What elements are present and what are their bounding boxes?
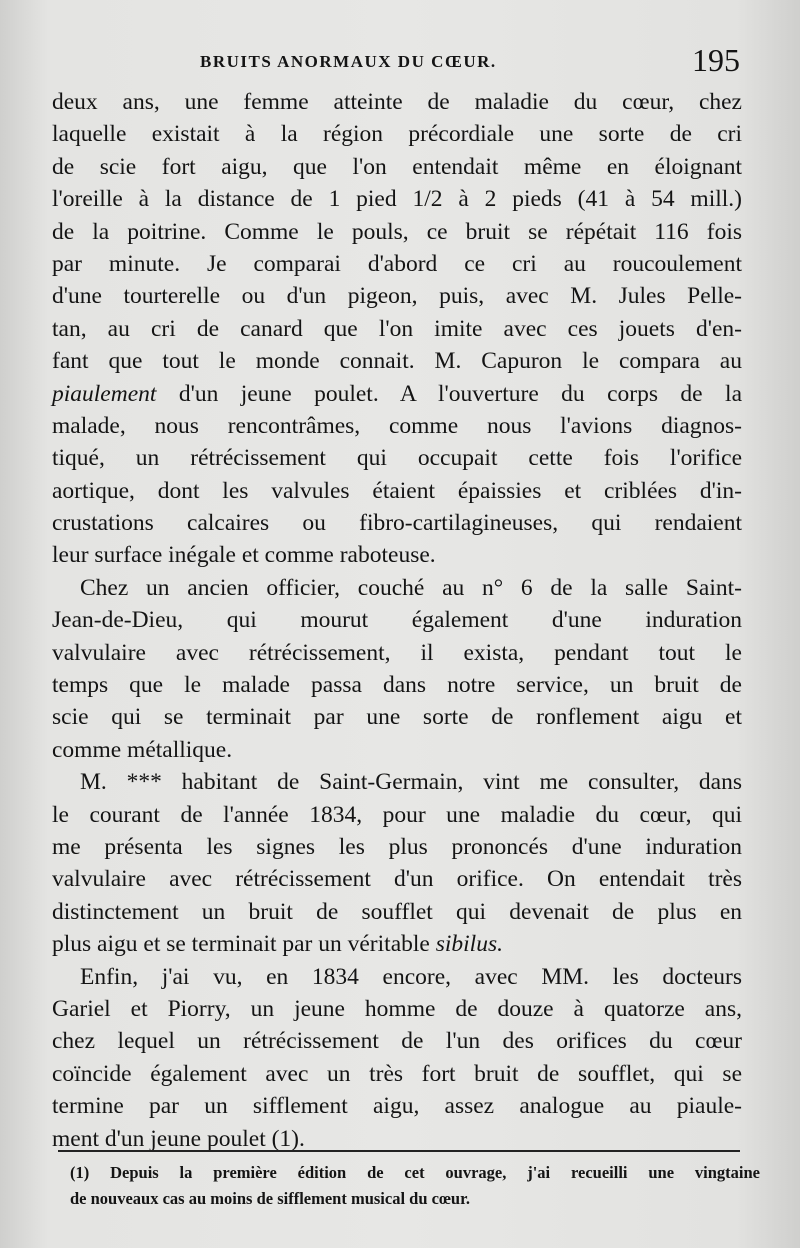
text-line: aortique, dont les valvules étaient épaissies et criblées d'in- <box>52 477 742 504</box>
text-line-with-italic <box>52 928 742 960</box>
text-line: valvulaire avec rétrécissement d'un orifice. On entendait très <box>52 866 742 893</box>
text-line: valvulaire avec rétrécissement, il exista, pendant tout le <box>52 639 742 666</box>
page-header <box>40 42 740 82</box>
footnote-rule <box>58 1150 740 1152</box>
paragraph-start: Enfin, j'ai vu, en 1834 encore, avec MM. les docteurs <box>80 963 742 990</box>
text-line: leur surface inégale et comme raboteuse. <box>52 542 436 569</box>
text-line: l'oreille à la distance de 1 pied 1/2 à 2 pieds (41 à 54 mill.) <box>52 186 742 213</box>
text-line: chez lequel un rétrécissement de l'un des orifices du cœur <box>52 1028 742 1055</box>
text-line: de la poitrine. Comme le pouls, ce bruit se répétait 116 fois <box>52 218 742 245</box>
text-line: me présenta les signes les plus prononcés d'une induration <box>52 833 742 860</box>
text-line: le courant de l'année 1834, pour une maladie du cœur, qui <box>52 801 742 828</box>
text-line: d'une tourterelle ou d'un pigeon, puis, avec M. Jules Pelle- <box>52 283 742 310</box>
footnote-line: de nouveaux cas au moins de sifflement musical du cœur. <box>70 1189 471 1208</box>
text-line: tiqué, un rétrécissement qui occupait cette fois l'orifice <box>52 445 742 472</box>
text-line: ment d'un jeune poulet (1). <box>52 1125 305 1152</box>
text-line: tan, au cri de canard que l'on imite avec ces jouets d'en- <box>52 315 742 342</box>
text-line-with-italic <box>52 378 742 410</box>
text-line: malade, nous rencontrâmes, comme nous l'avions diagnos- <box>52 412 742 439</box>
text-span: plus aigu et se terminait par un véritable <box>52 931 430 958</box>
text-line: scie qui se terminait par une sorte de ronflement aigu et <box>52 704 742 731</box>
text-line: coïncide également avec un très fort bruit de soufflet, qui se <box>52 1060 742 1087</box>
text-line: de scie fort aigu, que l'on entendait même en éloignant <box>52 153 742 180</box>
text-line: temps que le malade passa dans notre service, un bruit de <box>52 672 742 699</box>
text-line: laquelle existait à la région précordiale une sorte de cri <box>52 121 742 148</box>
text-line: comme métallique. <box>52 736 233 763</box>
paragraph-start: M. *** habitant de Saint-Germain, vint me consulter, dans <box>80 769 742 796</box>
text-line: distinctement un bruit de soufflet qui devenait de plus en <box>52 898 742 925</box>
text-line: Jean-de-Dieu, qui mourut également d'une induration <box>52 607 742 634</box>
italic-term: piaulement <box>52 380 157 407</box>
italic-term: sibilus. <box>435 931 503 958</box>
text-line: deux ans, une femme atteinte de maladie du cœur, chez <box>52 89 742 115</box>
body-text <box>52 86 742 1155</box>
text-line: Gariel et Piorry, un jeune homme de douze à quatorze ans, <box>52 995 742 1022</box>
text-line: termine par un sifflement aigu, assez analogue au piaule- <box>52 1093 742 1120</box>
page-number: 195 <box>692 42 740 78</box>
text-span: d'un jeune poulet. A l'ouverture du corps de la <box>178 380 743 407</box>
paragraph-start: Chez un ancien officier, couché au n° 6 de la salle Saint- <box>80 574 742 601</box>
text-line: fant que tout le monde connait. M. Capuron le compara au <box>52 348 742 375</box>
running-title: BRUITS ANORMAUX DU CŒUR. <box>200 52 497 71</box>
footnote <box>70 1160 760 1212</box>
footnote-line: (1) Depuis la première édition de cet ouvrage, j'ai recueilli une vingtaine <box>70 1163 760 1182</box>
text-line: par minute. Je comparai d'abord ce cri au roucoulement <box>52 250 742 277</box>
text-line: crustations calcaires ou fibro-cartilagineuses, qui rendaient <box>52 510 742 537</box>
